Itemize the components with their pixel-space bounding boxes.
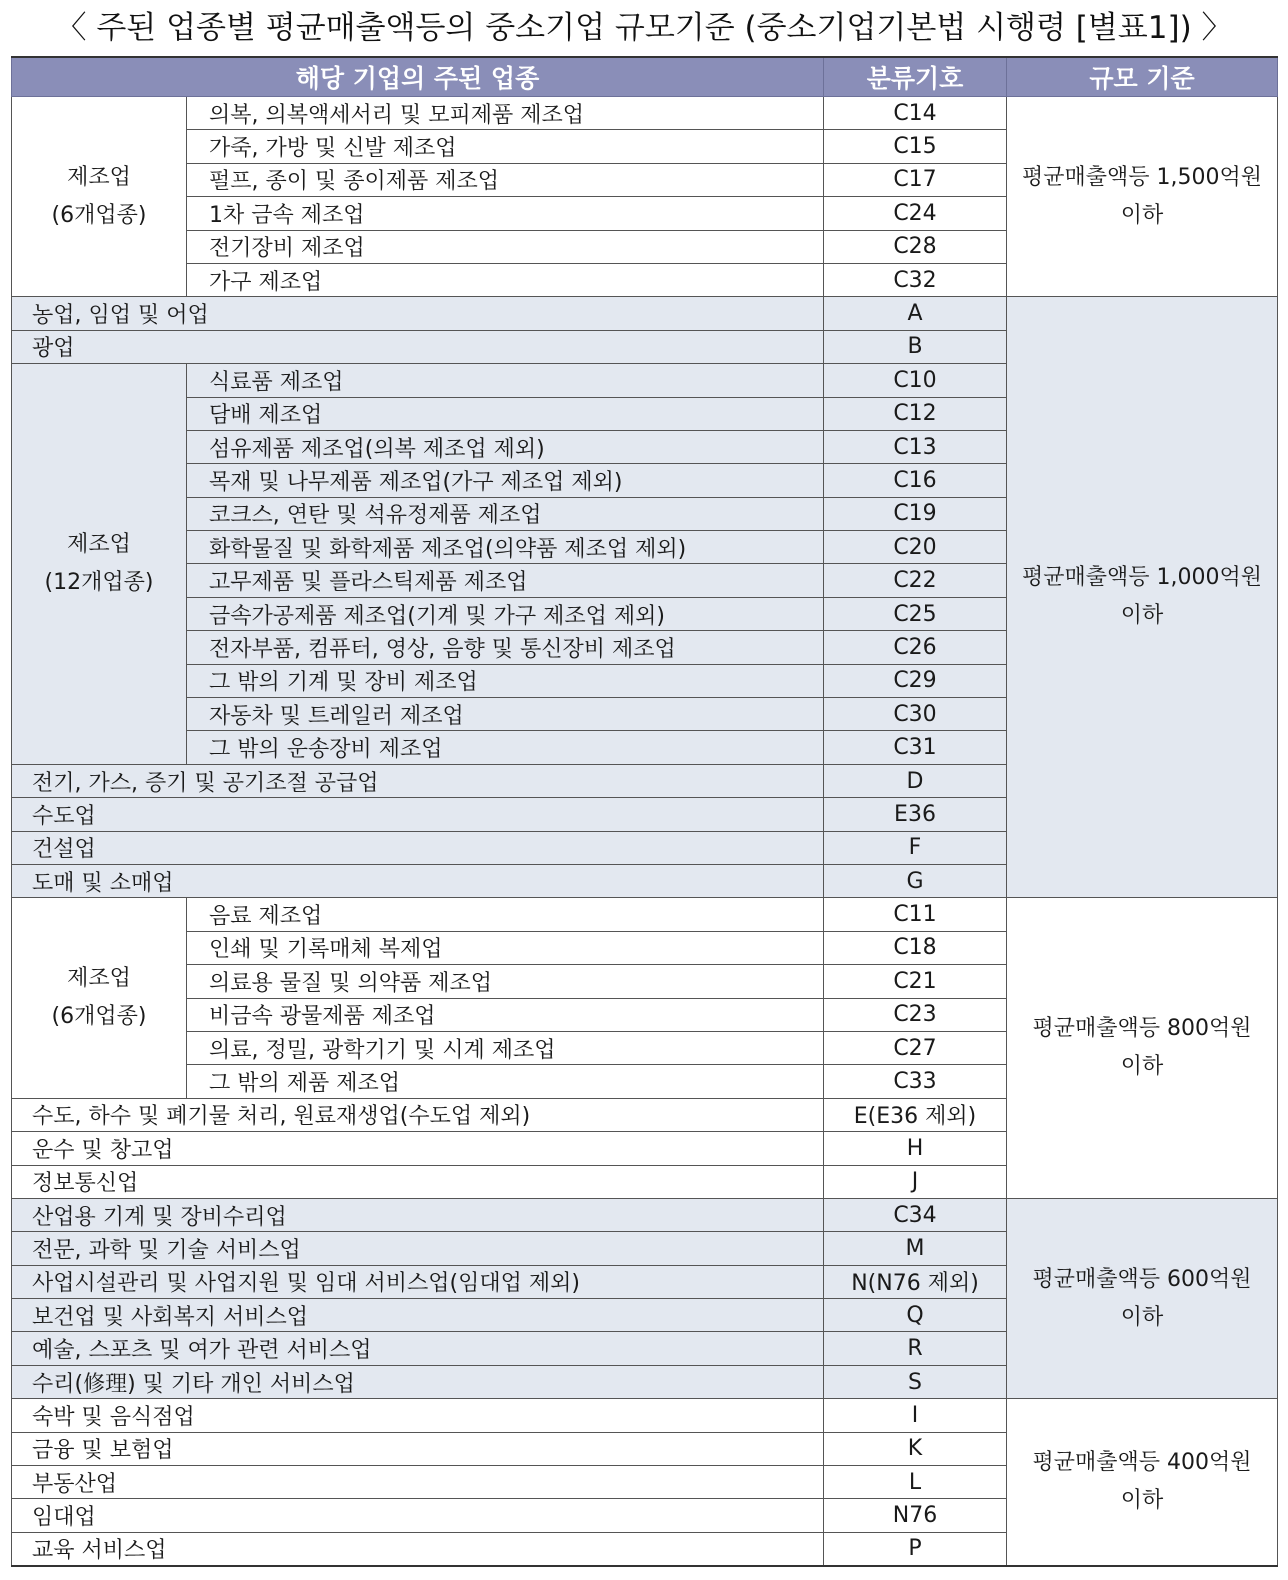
- industry-code: C13: [824, 430, 1007, 463]
- industry-code: C33: [824, 1065, 1007, 1098]
- industry-name: 코크스, 연탄 및 석유정제품 제조업: [187, 497, 824, 530]
- industry-name: 건설업: [12, 831, 824, 864]
- industry-code: C24: [824, 197, 1007, 230]
- industry-name: 정보통신업: [12, 1165, 824, 1198]
- criteria-amount: 평균매출액등 600억원: [1032, 1266, 1252, 1292]
- industry-name: 비금속 광물제품 제조업: [187, 998, 824, 1031]
- group-count: (6개업종): [51, 202, 147, 228]
- industry-code: H: [824, 1132, 1007, 1165]
- industry-code: K: [824, 1432, 1007, 1465]
- table-row: [12, 1198, 1278, 1231]
- industry-name: 예술, 스포츠 및 여가 관련 서비스업: [12, 1332, 824, 1365]
- industry-name: 광업: [12, 330, 824, 363]
- criteria-suffix: 이하: [1120, 1488, 1164, 1514]
- industry-name: 담배 제조업: [187, 397, 824, 430]
- industry-name: 의복, 의복액세서리 및 모피제품 제조업: [187, 97, 824, 130]
- industry-code: C17: [824, 163, 1007, 196]
- industry-name: 자동차 및 트레일러 제조업: [187, 698, 824, 731]
- industry-code: P: [824, 1532, 1007, 1566]
- industry-code: C29: [824, 664, 1007, 697]
- industry-name: 임대업: [12, 1499, 824, 1532]
- group-label: 제조업: [67, 966, 131, 992]
- industry-code: C20: [824, 531, 1007, 564]
- industry-code: C22: [824, 564, 1007, 597]
- group-count: (6개업종): [51, 1004, 147, 1030]
- industry-name: 1차 금속 제조업: [187, 197, 824, 230]
- industry-code: C26: [824, 631, 1007, 664]
- industry-name: 가죽, 가방 및 신발 제조업: [187, 130, 824, 163]
- industry-name: 수도, 하수 및 폐기물 처리, 원료재생업(수도업 제외): [12, 1098, 824, 1131]
- industry-code: C32: [824, 263, 1007, 296]
- industry-name: 목재 및 나무제품 제조업(가구 제조업 제외): [187, 464, 824, 497]
- criteria-suffix: 이하: [1120, 603, 1164, 629]
- criteria-amount: 평균매출액등 400억원: [1032, 1450, 1252, 1476]
- table-row: [12, 97, 1278, 130]
- group-manufacturing-6b: [12, 898, 187, 1098]
- industry-name: 가구 제조업: [187, 263, 824, 296]
- industry-code: C28: [824, 230, 1007, 263]
- page-title: 〈 주된 업종별 평균매출액등의 중소기업 규모기준 (중소기업기본법 시행령 [별표1]) 〉: [55, 10, 1233, 46]
- industry-name: 전문, 과학 및 기술 서비스업: [12, 1232, 824, 1265]
- industry-name: 펄프, 종이 및 종이제품 제조업: [187, 163, 824, 196]
- industry-name: 교육 서비스업: [12, 1532, 824, 1566]
- industry-name: 섬유제품 제조업(의복 제조업 제외): [187, 430, 824, 463]
- industry-name: 수리(修理) 및 기타 개인 서비스업: [12, 1365, 824, 1398]
- group-manufacturing-6a: [12, 97, 187, 297]
- industry-name: 농업, 임업 및 어업: [12, 297, 824, 330]
- industry-name: 보건업 및 사회복지 서비스업: [12, 1299, 824, 1332]
- industry-code: C18: [824, 931, 1007, 964]
- industry-code: C34: [824, 1198, 1007, 1231]
- industry-name: 그 밖의 기계 및 장비 제조업: [187, 664, 824, 697]
- criteria-400: [1007, 1399, 1278, 1566]
- criteria-amount: 평균매출액등 1,500억원: [1022, 164, 1262, 190]
- industry-name: 전자부품, 컴퓨터, 영상, 음향 및 통신장비 제조업: [187, 631, 824, 664]
- industry-name: 부동산업: [12, 1466, 824, 1499]
- industry-name: 운수 및 창고업: [12, 1132, 824, 1165]
- criteria-suffix: 이하: [1120, 1054, 1164, 1080]
- industry-code: C19: [824, 497, 1007, 530]
- group-manufacturing-12: [12, 364, 187, 765]
- industry-name: 인쇄 및 기록매체 복제업: [187, 931, 824, 964]
- industry-code: C14: [824, 97, 1007, 130]
- industry-code: G: [824, 864, 1007, 897]
- criteria-amount: 평균매출액등 800억원: [1032, 1016, 1252, 1042]
- industry-code: Q: [824, 1299, 1007, 1332]
- industry-code: C27: [824, 1031, 1007, 1064]
- criteria-suffix: 이하: [1120, 1304, 1164, 1330]
- industry-code: E36: [824, 798, 1007, 831]
- industry-name: 의료, 정밀, 광학기기 및 시계 제조업: [187, 1031, 824, 1064]
- industry-code: F: [824, 831, 1007, 864]
- industry-name: 수도업: [12, 798, 824, 831]
- industry-code: R: [824, 1332, 1007, 1365]
- industry-name: 그 밖의 운송장비 제조업: [187, 731, 824, 764]
- industry-code: B: [824, 330, 1007, 363]
- criteria-1000: [1007, 297, 1278, 898]
- table-row: [12, 297, 1278, 330]
- sme-criteria-table: [11, 56, 1278, 1567]
- industry-code: C21: [824, 965, 1007, 998]
- industry-code: D: [824, 764, 1007, 797]
- industry-code: E(E36 제외): [824, 1098, 1007, 1131]
- industry-code: L: [824, 1466, 1007, 1499]
- industry-code: I: [824, 1399, 1007, 1432]
- industry-code: N76: [824, 1499, 1007, 1532]
- industry-code: C16: [824, 464, 1007, 497]
- industry-code: C12: [824, 397, 1007, 430]
- industry-code: C11: [824, 898, 1007, 931]
- industry-code: N(N76 제외): [824, 1265, 1007, 1298]
- industry-code: C23: [824, 998, 1007, 1031]
- group-label: 제조업: [67, 531, 131, 557]
- industry-name: 금융 및 보험업: [12, 1432, 824, 1465]
- criteria-amount: 평균매출액등 1,000억원: [1022, 565, 1262, 591]
- industry-code: C25: [824, 597, 1007, 630]
- industry-name: 식료품 제조업: [187, 364, 824, 397]
- industry-name: 도매 및 소매업: [12, 864, 824, 897]
- industry-name: 고무제품 및 플라스틱제품 제조업: [187, 564, 824, 597]
- industry-name: 의료용 물질 및 의약품 제조업: [187, 965, 824, 998]
- industry-name: 음료 제조업: [187, 898, 824, 931]
- industry-code: C10: [824, 364, 1007, 397]
- header-industry: 해당 기업의 주된 업종: [12, 57, 824, 97]
- industry-name: 전기, 가스, 증기 및 공기조절 공급업: [12, 764, 824, 797]
- industry-code: M: [824, 1232, 1007, 1265]
- header-code: 분류기호: [824, 57, 1007, 97]
- criteria-1500: [1007, 97, 1278, 297]
- table-row: [12, 898, 1278, 931]
- criteria-suffix: 이하: [1120, 202, 1164, 228]
- criteria-800: [1007, 898, 1278, 1199]
- table-header-row: [12, 57, 1278, 97]
- header-criteria: 규모 기준: [1007, 57, 1278, 97]
- industry-code: A: [824, 297, 1007, 330]
- industry-name: 금속가공제품 제조업(기계 및 가구 제조업 제외): [187, 597, 824, 630]
- industry-code: S: [824, 1365, 1007, 1398]
- industry-code: J: [824, 1165, 1007, 1198]
- industry-code: C30: [824, 698, 1007, 731]
- group-count: (12개업종): [44, 569, 154, 595]
- industry-name: 화학물질 및 화학제품 제조업(의약품 제조업 제외): [187, 531, 824, 564]
- industry-name: 숙박 및 음식점업: [12, 1399, 824, 1432]
- industry-name: 그 밖의 제품 제조업: [187, 1065, 824, 1098]
- table-row: [12, 1399, 1278, 1432]
- group-label: 제조업: [67, 164, 131, 190]
- industry-name: 전기장비 제조업: [187, 230, 824, 263]
- industry-code: C15: [824, 130, 1007, 163]
- industry-name: 사업시설관리 및 사업지원 및 임대 서비스업(임대업 제외): [12, 1265, 824, 1298]
- criteria-600: [1007, 1198, 1278, 1398]
- industry-name: 산업용 기계 및 장비수리업: [12, 1198, 824, 1231]
- industry-code: C31: [824, 731, 1007, 764]
